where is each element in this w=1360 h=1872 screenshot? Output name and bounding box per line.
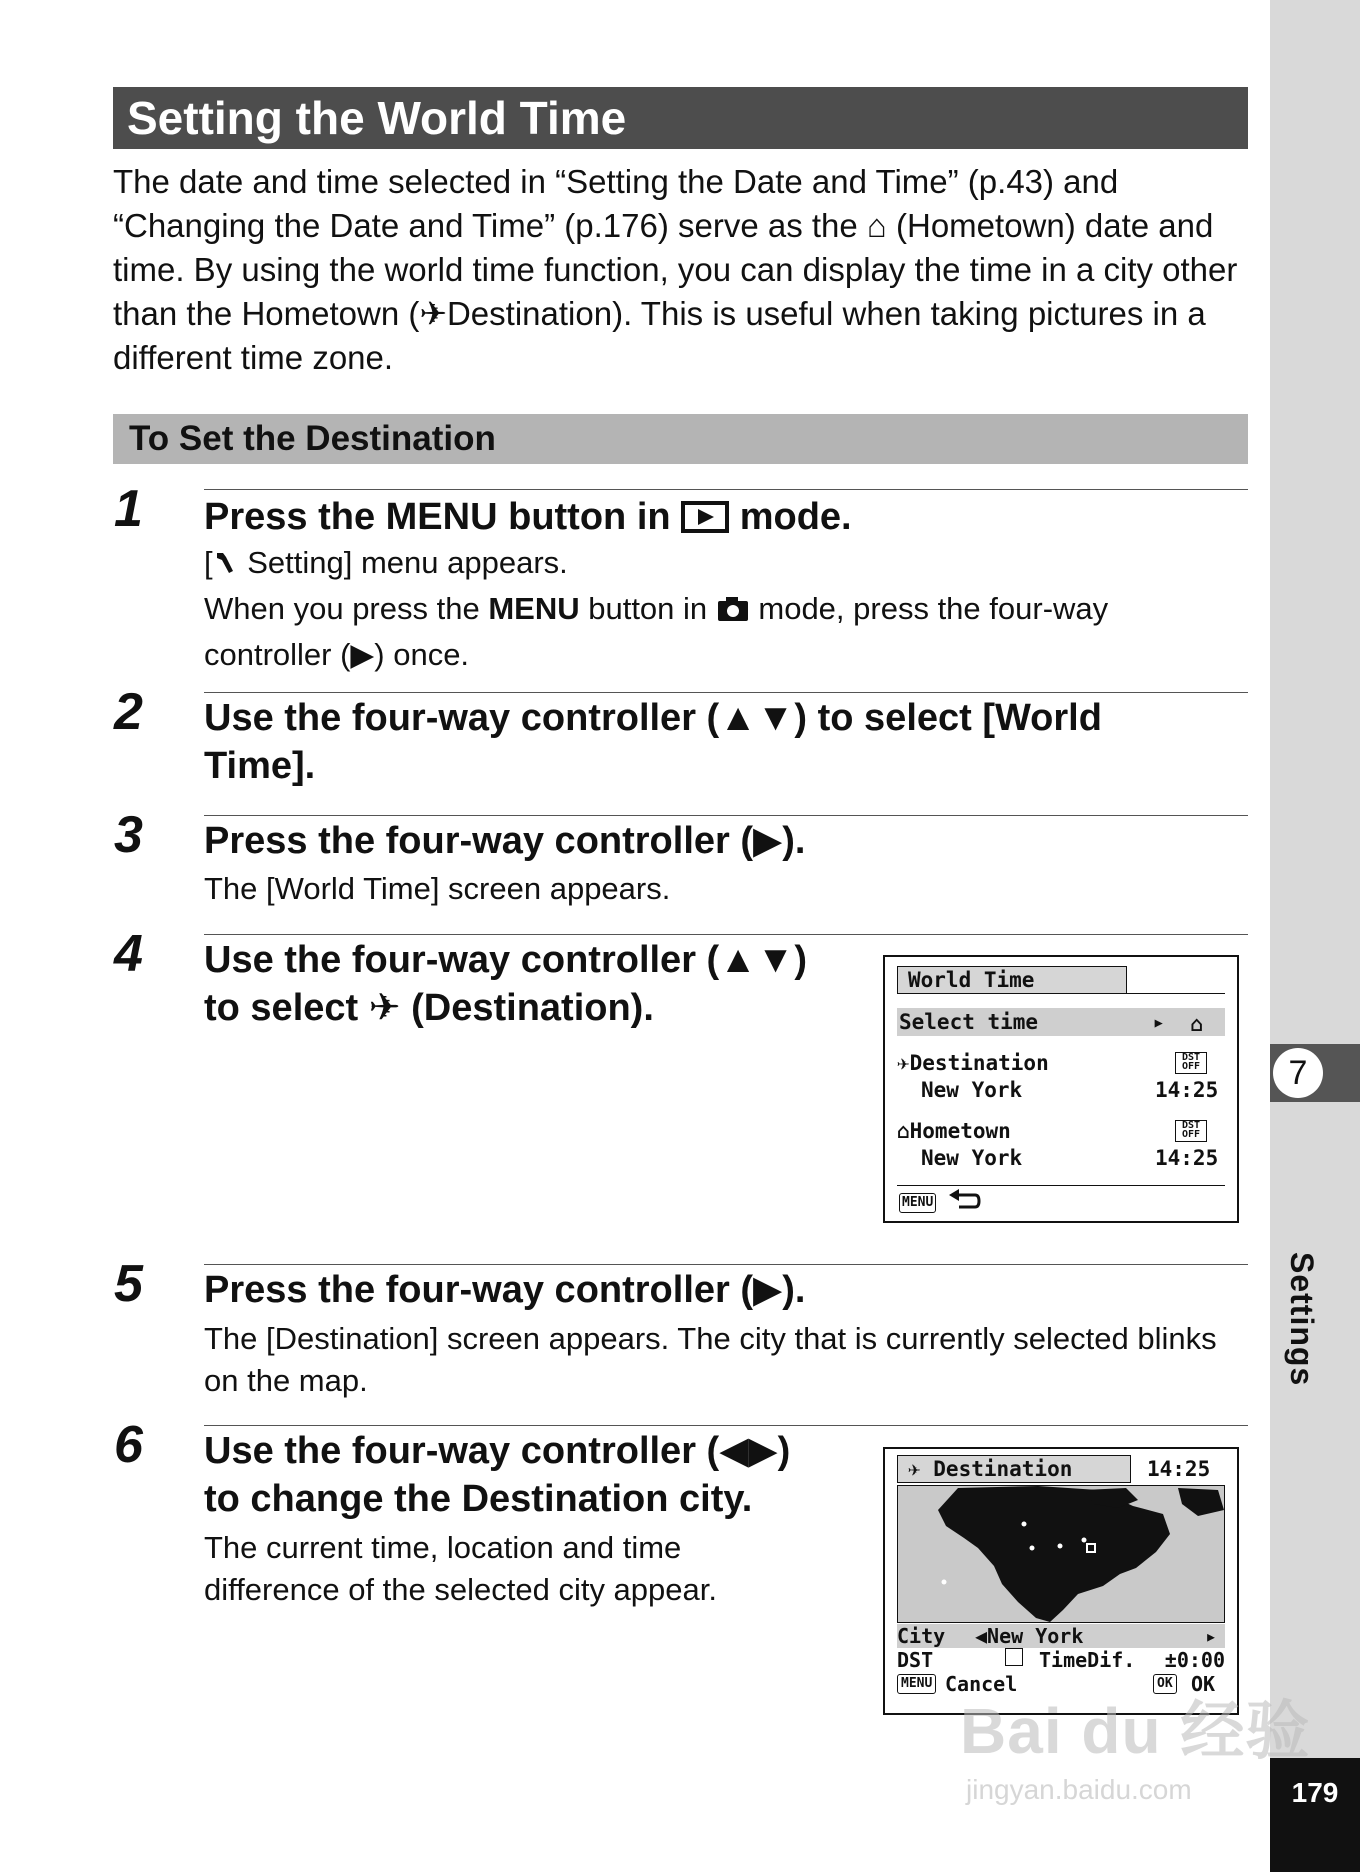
- page-number: 179: [1270, 1758, 1360, 1872]
- step-number: 5: [114, 1255, 143, 1313]
- select-time-row: Select time ▸ ⌂: [897, 1008, 1225, 1036]
- step-3-title: Press the four-way controller (▶).: [204, 820, 806, 862]
- right-arrow-icon: ▸: [1152, 1010, 1165, 1034]
- dst-off-icon: DST OFF: [1175, 1052, 1207, 1074]
- step-divider: [204, 1264, 1248, 1265]
- step-divider: [204, 1425, 1248, 1426]
- step-number: 1: [114, 480, 143, 538]
- hometown-time: 14:25: [1155, 1146, 1219, 1170]
- chapter-label: Settings: [1284, 1252, 1320, 1387]
- step-number: 6: [114, 1416, 143, 1474]
- hometown-label: ⌂Hometown: [897, 1119, 1011, 1143]
- step-2-title: Use the four-way controller (▲▼) to select [World Time].: [204, 697, 1102, 787]
- city-value: ◀New York: [975, 1624, 1084, 1648]
- step-1-body: [ Setting] menu appears. When you press the MENU button in mode, press the four-way controller (▶) once.: [204, 545, 1109, 672]
- menu-button-icon: MENU: [897, 1674, 936, 1694]
- step-number: 3: [114, 806, 143, 864]
- chapter-sidebar: [1270, 0, 1360, 1872]
- dst-off-icon: DST OFF: [1175, 1120, 1207, 1142]
- city-row: City ◀New York ▸: [897, 1624, 1225, 1648]
- watermark-url: jingyan.baidu.com: [966, 1774, 1192, 1805]
- home-icon: ⌂: [1190, 1012, 1203, 1036]
- page-title: Setting the World Time: [113, 87, 1248, 149]
- step-divider: [204, 934, 1248, 935]
- step-3-body: The [World Time] screen appears.: [204, 871, 671, 906]
- step-divider: [204, 815, 1248, 816]
- screen-header: ✈ Destination: [897, 1455, 1131, 1483]
- destination-city: New York: [921, 1078, 1023, 1102]
- divider: [897, 993, 1225, 994]
- screen-header: World Time: [897, 966, 1127, 994]
- chapter-number: 7: [1273, 1048, 1323, 1098]
- step-5-title: Press the four-way controller (▶).: [204, 1269, 806, 1311]
- ok-button-icon: OK: [1153, 1674, 1177, 1694]
- step-number: 2: [114, 683, 143, 741]
- menu-button-icon: MENU: [899, 1193, 936, 1213]
- step-6-title: Use the four-way controller (◀▶) to change the Destination city.: [204, 1430, 791, 1520]
- camera-icon: [716, 592, 750, 634]
- footer-row: MENU Cancel OK OK: [897, 1672, 1225, 1696]
- wrench-icon: [213, 546, 239, 588]
- destination-time: 14:25: [1147, 1457, 1211, 1481]
- dst-row: DST TimeDif. ±0:00: [897, 1648, 1225, 1672]
- dst-checkbox: [1005, 1648, 1023, 1666]
- step-5-body: The [Destination] screen appears. The city that is currently selected blinks on the map.: [204, 1321, 1217, 1398]
- world-map: [897, 1485, 1225, 1623]
- step-4-title: Use the four-way controller (▲▼) to select ✈ (Destination).: [204, 939, 808, 1029]
- hometown-city: New York: [921, 1146, 1023, 1170]
- watermark-logo: Bai du 经验: [960, 1695, 1311, 1767]
- section-title: To Set the Destination: [113, 414, 1248, 464]
- step-divider: [204, 692, 1248, 693]
- destination-screen: [883, 1447, 1239, 1715]
- playback-icon: [681, 497, 729, 545]
- right-arrow-icon: ▸: [1204, 1624, 1217, 1648]
- step-divider: [204, 489, 1248, 490]
- destination-label: ✈Destination: [897, 1051, 1049, 1075]
- back-arrow-icon: [947, 1189, 981, 1217]
- step-1-title: Press the MENU button in mode.: [204, 493, 852, 545]
- intro-paragraph: The date and time selected in “Setting the Date and Time” (p.43) and “Changing the Date and Time” (p.176) serve as the ⌂ (Hometown) date and time. By using the world time function, you can display the time in a city other than the Hometown (✈Destination). This is useful when taking pictures in a different time zone.: [113, 163, 1238, 376]
- step-number: 4: [114, 925, 143, 983]
- step-6-body: The current time, location and time difference of the selected city appear.: [204, 1530, 717, 1607]
- destination-time: 14:25: [1155, 1078, 1219, 1102]
- world-time-screen: [883, 955, 1239, 1223]
- divider: [897, 1185, 1225, 1186]
